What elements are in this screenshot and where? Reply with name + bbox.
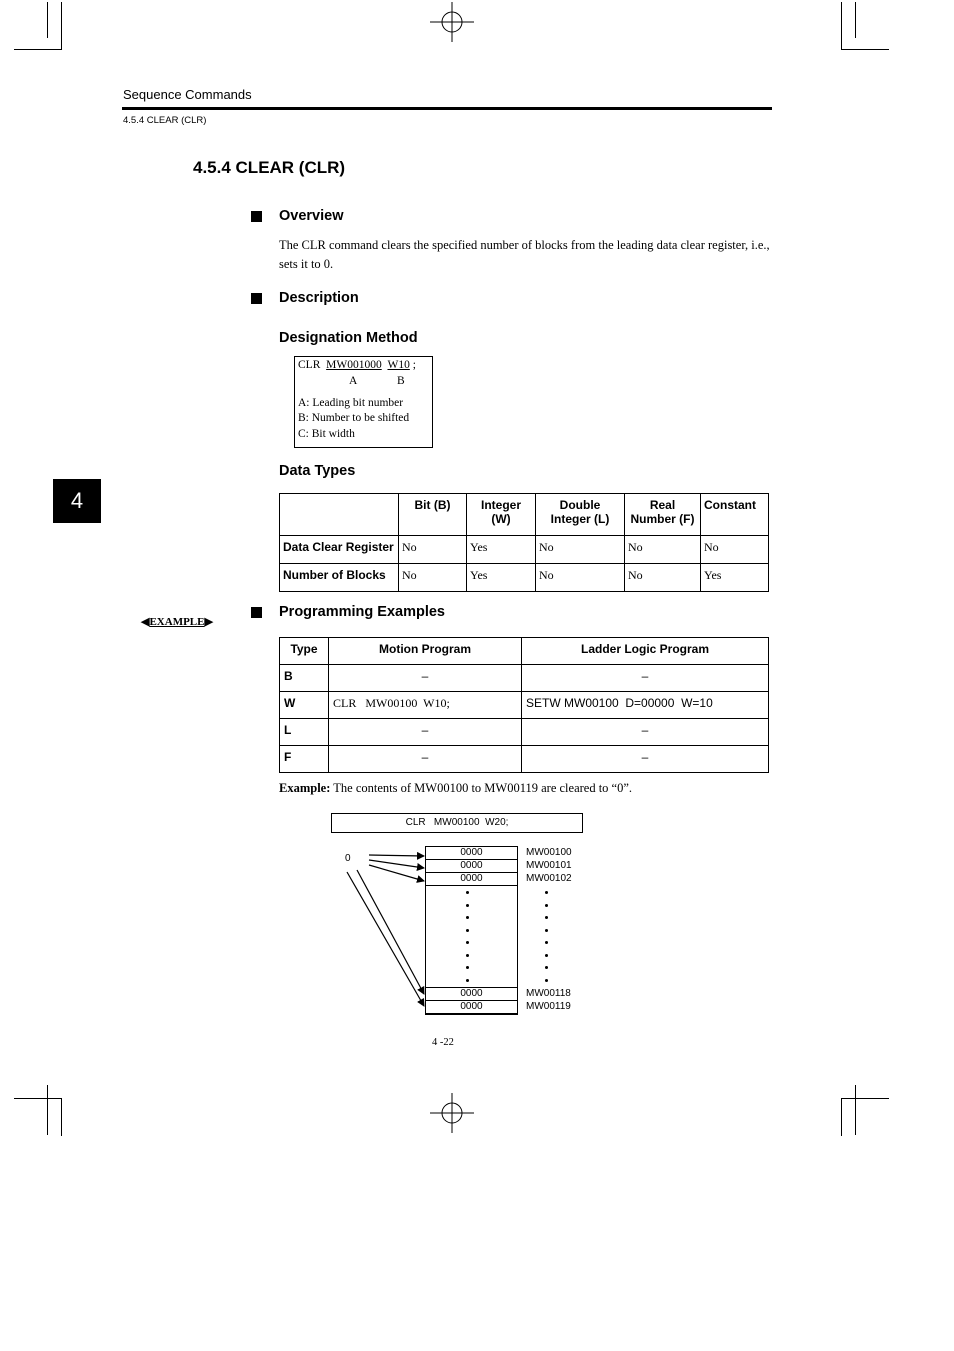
designation-label-b: B (397, 375, 405, 387)
type-cell: B (280, 665, 329, 692)
column-header: Motion Program (329, 638, 522, 665)
overview-text: The CLR command clears the specified number of blocks from the leading data clear register, i.e., sets it to 0. (279, 238, 770, 271)
running-header: Sequence Commands (123, 87, 252, 102)
section-title: 4.5.4 CLEAR (CLR) (193, 158, 346, 177)
designation-heading: Designation Method (279, 330, 418, 346)
ladder-cell: SETW MW00100 D=00000 W=10 (522, 692, 769, 719)
column-header: Real Number (F) (625, 494, 701, 536)
running-subheader: 4.5.4 CLEAR (CLR) (123, 115, 207, 126)
register-cell: 0000 (425, 1000, 518, 1014)
column-header: Constant (701, 494, 769, 536)
table-cell: Yes (467, 536, 536, 564)
register-name: MW00118 (526, 988, 571, 999)
row-header: Data Clear Register (280, 536, 399, 564)
diagram-source-value: 0 (345, 853, 351, 864)
register-name: MW00119 (526, 1001, 571, 1012)
designation-arg-a: MW001000 (326, 359, 382, 371)
table-cell: No (399, 564, 467, 592)
ladder-cell: – (522, 719, 769, 746)
table-cell: Yes (467, 564, 536, 592)
column-header: Double Integer (L) (536, 494, 625, 536)
table-cell: No (625, 564, 701, 592)
table-cell: Yes (701, 564, 769, 592)
register-cell: 0000 (425, 859, 518, 873)
register-name: MW00100 (526, 847, 572, 858)
example-label: Example: (279, 781, 331, 795)
column-header: Type (280, 638, 329, 665)
designation-arg-b: W10 (387, 359, 410, 371)
row-header: Number of Blocks (280, 564, 399, 592)
register-name: MW00102 (526, 873, 572, 884)
register-name: MW00101 (526, 860, 572, 871)
table-cell: No (536, 564, 625, 592)
arrow-left-icon: ◀ (141, 616, 150, 628)
ladder-cell: – (522, 665, 769, 692)
type-cell: F (280, 746, 329, 773)
chapter-tab: 4 (53, 479, 101, 523)
table-cell: No (536, 536, 625, 564)
motion-cell: CLR MW00100 W10; (329, 692, 522, 719)
ladder-cell: – (522, 746, 769, 773)
motion-cell: – (329, 719, 522, 746)
column-header: Bit (B) (399, 494, 467, 536)
designation-legend-b: B: Number to be shifted (298, 412, 410, 424)
description-heading: Description (279, 290, 359, 306)
type-cell: W (280, 692, 329, 719)
column-header: Integer (W) (467, 494, 536, 536)
designation-semicolon: ; (412, 359, 416, 371)
column-header: Ladder Logic Program (522, 638, 769, 665)
programming-heading: Programming Examples (279, 604, 445, 620)
data-types-heading: Data Types (279, 463, 356, 479)
diagram-command-box: CLR MW00100 W20; (331, 813, 583, 833)
register-cell: 0000 (425, 872, 518, 886)
table-cell: No (625, 536, 701, 564)
example-tag-label: EXAMPLE (149, 616, 205, 628)
page-number: 4 -22 (432, 1037, 454, 1048)
designation-legend-c: C: Bit width (298, 428, 355, 440)
designation-legend-a: A: Leading bit number (298, 397, 404, 409)
designation-cmd: CLR (298, 359, 321, 371)
table-cell: No (701, 536, 769, 564)
register-cell: 0000 (425, 846, 518, 860)
overview-heading: Overview (279, 208, 344, 224)
type-cell: L (280, 719, 329, 746)
designation-label-a: A (349, 375, 358, 387)
arrow-right-icon: ▶ (204, 616, 213, 628)
motion-cell: – (329, 746, 522, 773)
motion-cell: – (329, 665, 522, 692)
example-text: The contents of MW00100 to MW00119 are cleared to “0”. (330, 781, 633, 795)
register-cell: 0000 (425, 987, 518, 1001)
table-cell: No (399, 536, 467, 564)
